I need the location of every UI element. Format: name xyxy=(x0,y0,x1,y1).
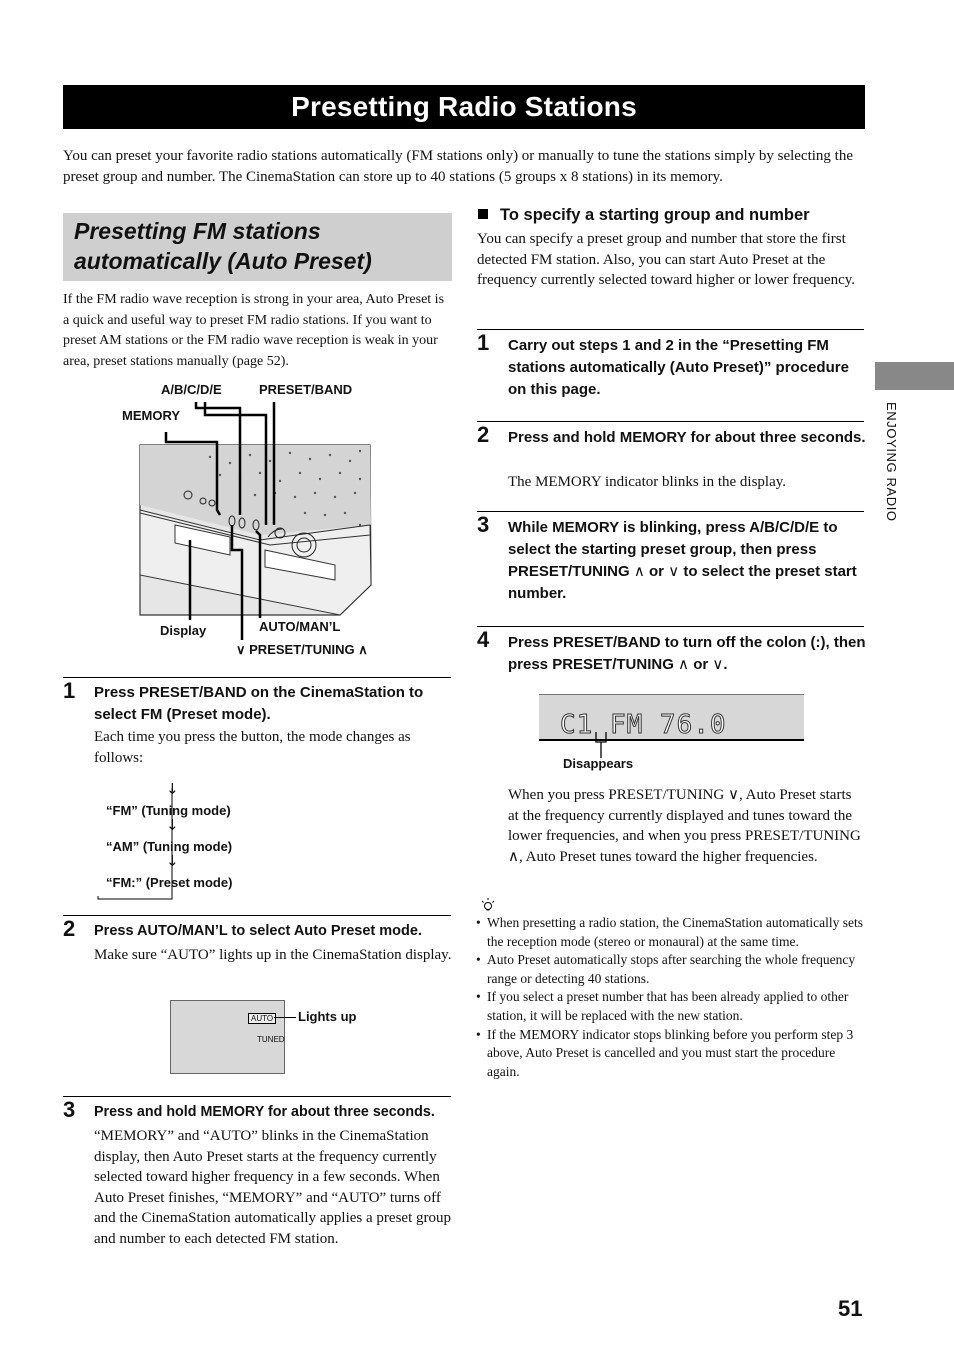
step-divider xyxy=(63,677,451,678)
right-step-4-title-part: or xyxy=(693,656,709,673)
auto-indicator: AUTO xyxy=(248,1013,276,1024)
left-step-3-title: Press and hold MEMORY for about three seconds. xyxy=(94,1104,435,1120)
right-step-3-title-part: While MEMORY is blinking, press A/B/C/D/E to select the starting preset group, then press PRESET/TUNING xyxy=(508,519,838,580)
tip-item: • If the MEMORY indicator stops blinking before you perform step 3 above, Auto Preset is cancelled and you must start the procedure again. xyxy=(476,1026,866,1082)
step-divider xyxy=(63,1096,451,1097)
up-chevron-icon: ∧ xyxy=(358,642,368,657)
left-step-3-number: 3 xyxy=(63,1097,76,1122)
direction-text-part: , Auto Preset tunes toward the higher frequencies. xyxy=(518,848,818,865)
lights-up-leader xyxy=(274,1017,296,1018)
page-title: Presetting Radio Stations xyxy=(63,85,865,129)
section-title-line1: Presetting FM stations xyxy=(74,218,321,244)
label-auto-manl: AUTO/MAN’L xyxy=(259,619,341,634)
right-step-3-title-part: to select the preset start number. xyxy=(508,563,857,602)
left-step-2-number: 2 xyxy=(63,916,76,941)
page-number: 51 xyxy=(838,1296,863,1321)
left-step-1-number: 1 xyxy=(63,678,76,703)
section-intro: If the FM radio wave reception is strong in your area, Auto Preset is a quick and useful way to preset FM radio stations. If you want to preset AM stations or the FM radio wave reception is weak in your area, preset stations manually (page 52). xyxy=(63,292,445,369)
mode-flow-diagram xyxy=(96,778,246,903)
direction-text-part: When you press PRESET/TUNING xyxy=(508,787,725,803)
flow-item-fm-preset: “FM:” (Preset mode) xyxy=(106,875,233,890)
section-title-line2: automatically (Auto Preset) xyxy=(74,248,372,274)
square-bullet-icon xyxy=(478,209,488,219)
right-step-2-title: Press and hold MEMORY for about three seconds. xyxy=(508,429,866,446)
down-chevron-icon: ∨ xyxy=(727,786,739,803)
label-abcde: A/B/C/D/E xyxy=(161,382,222,397)
left-step-3-body: “MEMORY” and “AUTO” blinks in the CinemaStation display, then Auto Preset starts at the frequency currently selected toward higher frequency in a few seconds. When Auto Preset finishes, “MEMORY” and “AUTO” turns off and the CinemaStation automatically applies a preset group and number to each detected FM station. xyxy=(94,1128,451,1247)
right-step-4-title xyxy=(508,632,866,676)
device-illustration xyxy=(60,375,455,665)
right-step-3-title-part: or xyxy=(649,563,665,580)
flow-arrow-icon: ↓ xyxy=(166,816,179,834)
page-intro: You can preset your favorite radio stations automatically (FM stations only) or manually to tune the stations simply by selecting the preset group and number. The CinemaStation can store up to 40 stations (5 groups x 8 stations) in its memory. xyxy=(63,148,854,185)
auto-preset-direction-text xyxy=(508,785,863,867)
step-divider xyxy=(477,329,864,330)
step-divider xyxy=(477,626,864,627)
right-step-3-title xyxy=(508,517,866,605)
right-step-4-title-part: Press PRESET/BAND to turn off the colon (:), then press PRESET/TUNING xyxy=(508,634,866,673)
tip-lightbulb-icon xyxy=(480,897,496,913)
left-step-1-title: Press PRESET/BAND on the CinemaStation to select FM (Preset mode). xyxy=(94,684,424,723)
tuned-indicator: TUNED xyxy=(257,1035,285,1044)
left-step-1-body: Each time you press the button, the mode changes as follows: xyxy=(94,729,411,766)
label-preset-tuning-row xyxy=(236,642,368,658)
lights-up-label: Lights up xyxy=(298,1009,357,1024)
tips-list xyxy=(476,914,866,1081)
disappears-label: Disappears xyxy=(563,756,634,771)
left-step-2-body: Make sure “AUTO” lights up in the CinemaStation display. xyxy=(94,947,452,963)
label-memory: MEMORY xyxy=(122,408,181,423)
label-preset-tuning: PRESET/TUNING xyxy=(249,642,355,657)
tip-item: • When presetting a radio station, the CinemaStation automatically sets the reception mode (stereo or monaural) at the same time. xyxy=(476,914,866,951)
step-divider xyxy=(477,421,864,422)
flow-item-am: “AM” (Tuning mode) xyxy=(106,839,233,854)
flow-item-fm: “FM” (Tuning mode) xyxy=(106,803,231,818)
right-step-2-number: 2 xyxy=(477,422,490,447)
left-step-2-title: Press AUTO/MAN’L to select Auto Preset mode. xyxy=(94,923,422,939)
section-title xyxy=(74,216,444,276)
step-divider xyxy=(477,511,864,512)
lcd-text: C1 FM 76.0 xyxy=(560,710,727,740)
step-divider xyxy=(63,915,451,916)
right-step-4-title-part: . xyxy=(723,656,728,673)
label-preset-band: PRESET/BAND xyxy=(259,382,353,397)
down-chevron-icon: ∨ xyxy=(236,642,246,657)
flow-arrow-icon: ↓ xyxy=(166,780,179,798)
up-chevron-icon: ∧ xyxy=(508,847,519,865)
subsection-intro: You can specify a preset group and number that store the first detected FM station. Also, you can start Auto Preset at the frequency currently selected toward higher or lower frequency. xyxy=(477,231,856,288)
up-chevron-icon: ∧ xyxy=(633,563,645,580)
direction-text-part: , Auto Preset starts at the frequency currently displayed and tunes toward the lower frequencies, and when you press PRESET/TUNING xyxy=(508,787,861,844)
right-step-1-title: Carry out steps 1 and 2 in the “Presetting FM stations automatically (Auto Preset)” procedure on this page. xyxy=(508,337,849,398)
subsection-heading xyxy=(478,206,810,225)
right-step-2-body: The MEMORY indicator blinks in the display. xyxy=(508,474,787,490)
chapter-tab xyxy=(875,362,954,390)
subsection-heading-text: To specify a starting group and number xyxy=(500,206,810,224)
right-step-3-number: 3 xyxy=(477,512,490,537)
tip-item: • Auto Preset automatically stops after searching the whole frequency range or detecting 40 stations. xyxy=(476,951,866,988)
right-step-1-number: 1 xyxy=(477,330,490,355)
flow-arrow-icon: ↓ xyxy=(166,852,179,870)
down-chevron-icon: ∨ xyxy=(668,563,680,580)
right-step-4-number: 4 xyxy=(477,627,490,652)
down-chevron-icon: ∨ xyxy=(712,656,724,673)
chapter-label: ENJOYING RADIO xyxy=(884,402,899,522)
label-display: Display xyxy=(160,623,207,638)
auto-display-illustration xyxy=(170,1000,285,1074)
tip-item: • If you select a preset number that has been already applied to other station, it will be replaced with the new station. xyxy=(476,988,866,1025)
up-chevron-icon: ∧ xyxy=(678,656,690,673)
